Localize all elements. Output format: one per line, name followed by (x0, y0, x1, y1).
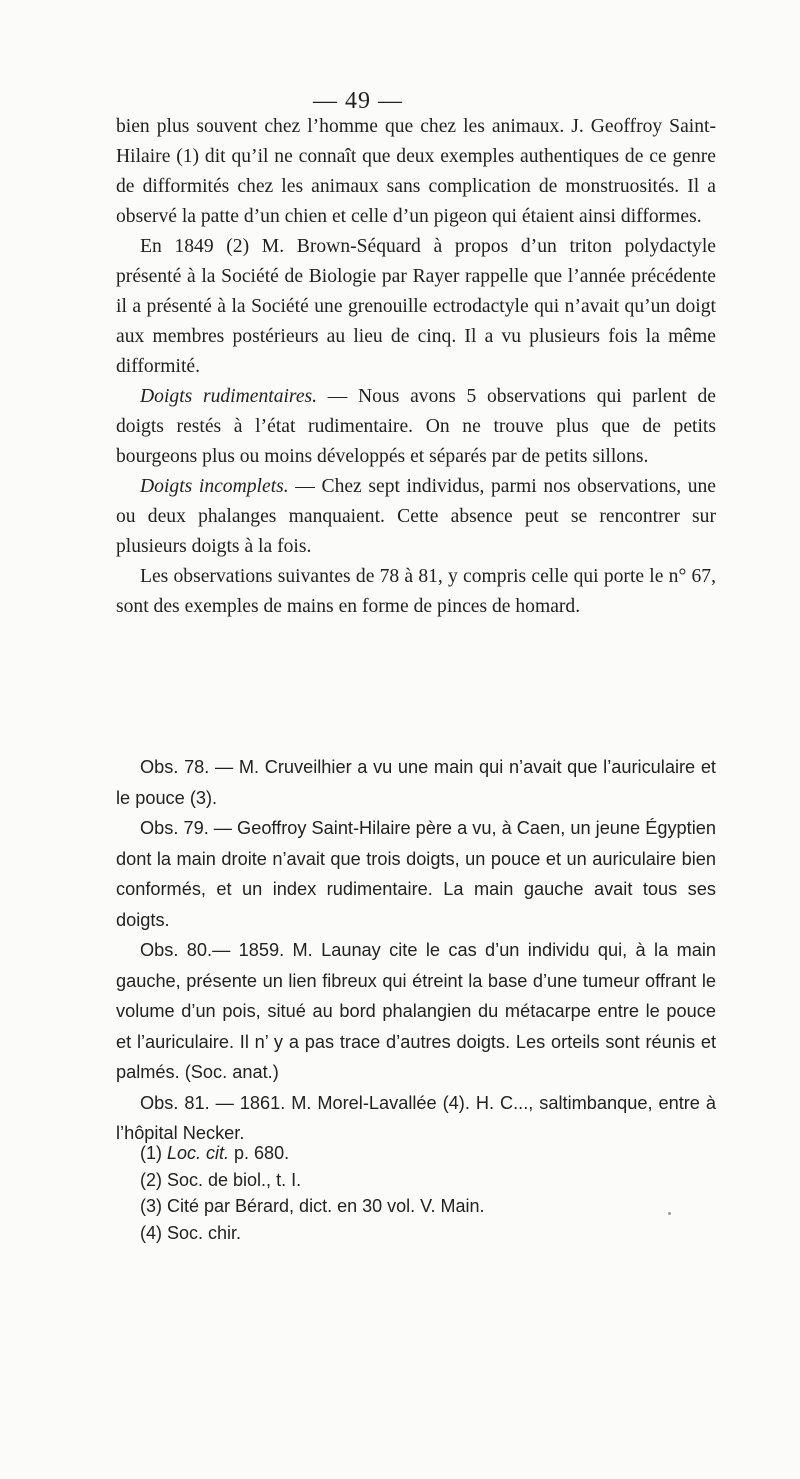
observation-80: Obs. 80.— 1859. M. Launay cite le cas d’un individu qui, à la main gauche, présente un lien fibreux qui étreint la base d’une tumeur offrant le volume d’un pois, situé au bord phalangien du métacarpe entre le pouce et l’auriculaire. Il n’ y a pas trace d’autres doigts. Les orteils sont réunis et palmés. (Soc. anat.) (116, 940, 716, 1082)
footnote-2: (2) Soc. de biol., t. I. (140, 1169, 302, 1190)
footnotes (140, 1140, 740, 1246)
paragraph-3 (116, 382, 716, 472)
footnote-1-text: p. 680. (229, 1143, 290, 1163)
paragraph-2: En 1849 (2) M. Brown-Séquard à propos d’un triton polydactyle présenté à la Société de Biologie par Rayer rappelle que l’année précédente il a présenté à la Société une grenouille ectrodactyle qui n’avait qu’un doigt aux membres postérieurs au lieu de cinq. Il a vu plusieurs fois la même difformité. (116, 236, 716, 377)
observation-81: Obs. 81. — 1861. M. Morel-Lavallée (4). H. C..., saltimbanque, entre à l’hôpital Necker. (116, 1092, 716, 1143)
paragraph-4-text: — Chez sept individus, parmi nos observations, une ou deux phalanges manquaient. Cette absence peut se rencontrer sur plusieurs doigts à la fois. (116, 476, 717, 557)
paper-speck (668, 1212, 671, 1215)
observation-79: Obs. 79. — Geoffroy Saint-Hilaire père a vu, à Caen, un jeune Égyptien dont la main droite n’avait que trois doigts, un pouce et un auriculaire bien conformés, et un index rudimentaire. La main gauche avait tous ses doigts. (116, 818, 716, 930)
paragraph-5: Les observations suivantes de 78 à 81, y compris celle qui porte le n° 67, sont des exemples de mains en forme de pinces de homard. (116, 566, 716, 617)
observations (116, 752, 716, 1149)
heading-doigts-incomplets: Doigts incomplets. (140, 476, 289, 497)
paragraph-3-text: — Nous avons 5 observations qui parlent de doigts restés à l’état rudimentaire. On ne trouve plus que de petits bourgeons plus ou moins développés et séparés par de petits sillons. (116, 386, 716, 467)
footnote-4: (4) Soc. chir. (140, 1222, 242, 1243)
paragraph-4 (116, 472, 716, 562)
main-text (116, 112, 716, 622)
page-number: — 49 — (313, 88, 403, 114)
footnote-1-italic: Loc. cit. (167, 1143, 230, 1163)
paragraph-1: bien plus souvent chez l’homme que chez les animaux. J. Geoffroy Saint-Hilaire (1) dit qu’il ne connaît que deux exemples authentiques de ce genre de difformités chez les animaux sans complication de monstruosités. Il a observé la patte d’un chien et celle d’un pigeon qui étaient ainsi difformes. (116, 116, 716, 227)
observation-78: Obs. 78. — M. Cruveilhier a vu une main qui n’avait que l’auriculaire et le pouce (3). (116, 757, 716, 808)
footnote-1-number: (1) (140, 1143, 167, 1163)
footnote-1 (140, 1140, 740, 1167)
footnote-3: (3) Cité par Bérard, dict. en 30 vol. V. Main. (140, 1196, 485, 1216)
heading-doigts-rudimentaires: Doigts rudimentaires. (140, 386, 318, 407)
